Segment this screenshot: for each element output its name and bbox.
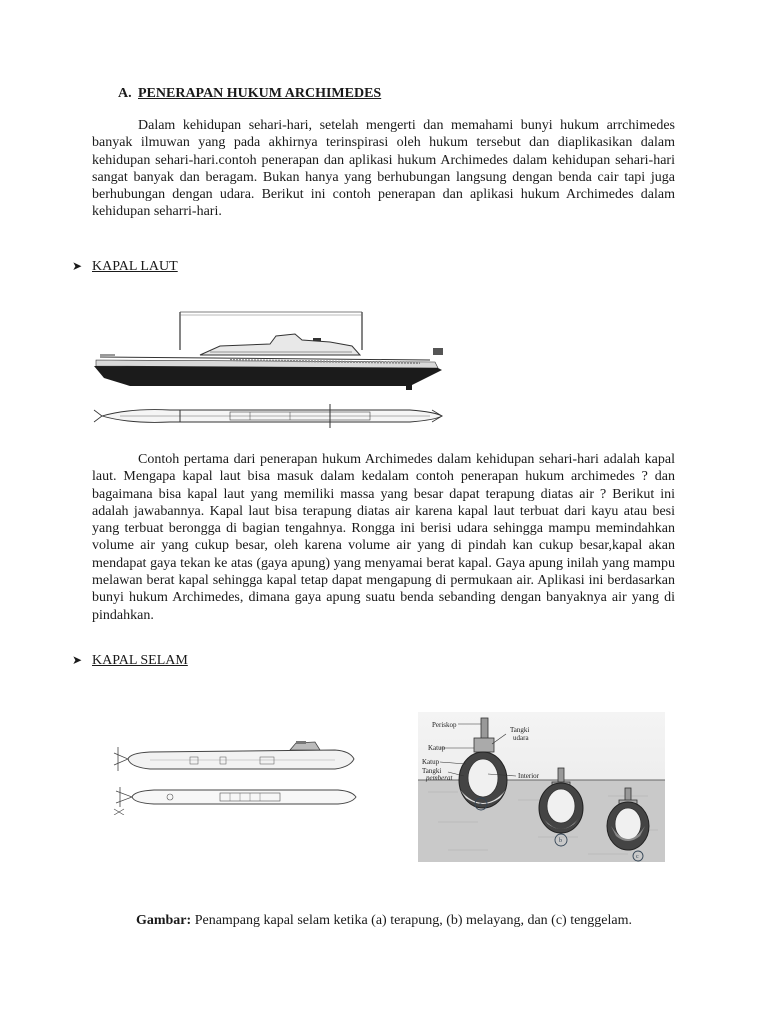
bullet-kapal-selam (72, 653, 188, 669)
label-c: c (636, 854, 639, 860)
bullet-kapal-selam-label: KAPAL SELAM (92, 653, 188, 668)
kapal-laut-paragraph-text: Contoh pertama dari penerapan hukum Archimedes dalam kehidupan sehari-hari adalah kapal laut. Mengapa kapal laut bisa masuk dalam kedalam contoh penerapan hukum archimedes ? dan bagaimana bisa kapal laut yang memiliki massa yang besar dapat terapung diatas air ? Berikut ini adalah jawabannya. Kapal laut bisa terapung diatas air karena kapal laut terbuat dari kayu atau besi yang terbuat berongga di bagian tengahnya. Rongga ini berisi udara sehingga mampu memindahkan volume air yang cukup besar, oleh karena volume air yang di pindah kan cukup besar,kapal akan mendapat gaya tekan ke atas (gaya apung) yang menyamai berat kapal. Gaya apung inilah yang mampu melawan berat kapal sehingga kapal tetap dapat mengapung di permukaan air. Aplikasi ini berdasarkan bunyi hukum Archimedes, dimana gaya apung suatu benda sebanding dengan banyaknya air yang di pindahkan. (92, 452, 675, 623)
label-tangki-pemberat-1: Tangki (422, 767, 442, 775)
caption-label: Gambar: (135, 913, 192, 928)
submarine-bottom-hull (132, 790, 356, 804)
bullet-kapal-laut-label: KAPAL LAUT (92, 259, 178, 274)
bullet-kapal-laut (72, 259, 178, 275)
submarine-illustration (110, 735, 360, 815)
label-interior: Interior (518, 772, 539, 780)
submarine-buoyancy-diagram (418, 712, 665, 862)
label-a: a (479, 802, 482, 808)
ship-stern-flag-icon (433, 348, 443, 355)
submarine-side-hull (128, 750, 354, 769)
arrow-bullet-icon: ➤ (72, 259, 83, 273)
section-heading (118, 86, 381, 102)
label-katup-2: Katup (422, 758, 440, 766)
label-b: b (559, 838, 562, 844)
intro-paragraph-text: Dalam kehidupan sehari-hari, setelah mengerti dan memahami bunyi hukum arrchimedes banyak ilmuwan yang pada akhirnya terinspirasi oleh hukum tersebut dan diaplikasikan dalam kehidupan sehari-hari.contoh penerapan dan aplikasi hukum Archimedes dalam kehidupan sehari-hari sangat banyak dan beragam. Bukan hanya yang berhubungan langsung dengan benda cair tapi juga berhubungan dengan udara. Berikut ini contoh penerapan dan aplikasi hukum Archimedes dalam kehidupan seharri-hari. (92, 118, 675, 220)
arrow-bullet-icon: ➤ (72, 653, 83, 667)
section-letter: A. (118, 86, 132, 101)
ship-illustration (90, 300, 460, 445)
label-tangki-udara-2: udara (513, 734, 529, 742)
label-periskop: Periskop (432, 721, 457, 729)
intro-paragraph (92, 117, 675, 221)
caption-text: Penampang kapal selam ketika (a) terapung, (b) melayang, dan (c) tenggelam. (191, 913, 633, 928)
section-title: PENERAPAN HUKUM ARCHIMEDES (138, 86, 382, 101)
ship-lower-hull (94, 366, 442, 386)
label-katup-1: Katup (428, 744, 446, 752)
label-tangki-pemberat-2: pemberat (426, 774, 453, 782)
kapal-laut-paragraph (92, 451, 675, 624)
label-tangki-udara-1: Tangki (510, 726, 530, 734)
figure-caption (0, 913, 768, 929)
